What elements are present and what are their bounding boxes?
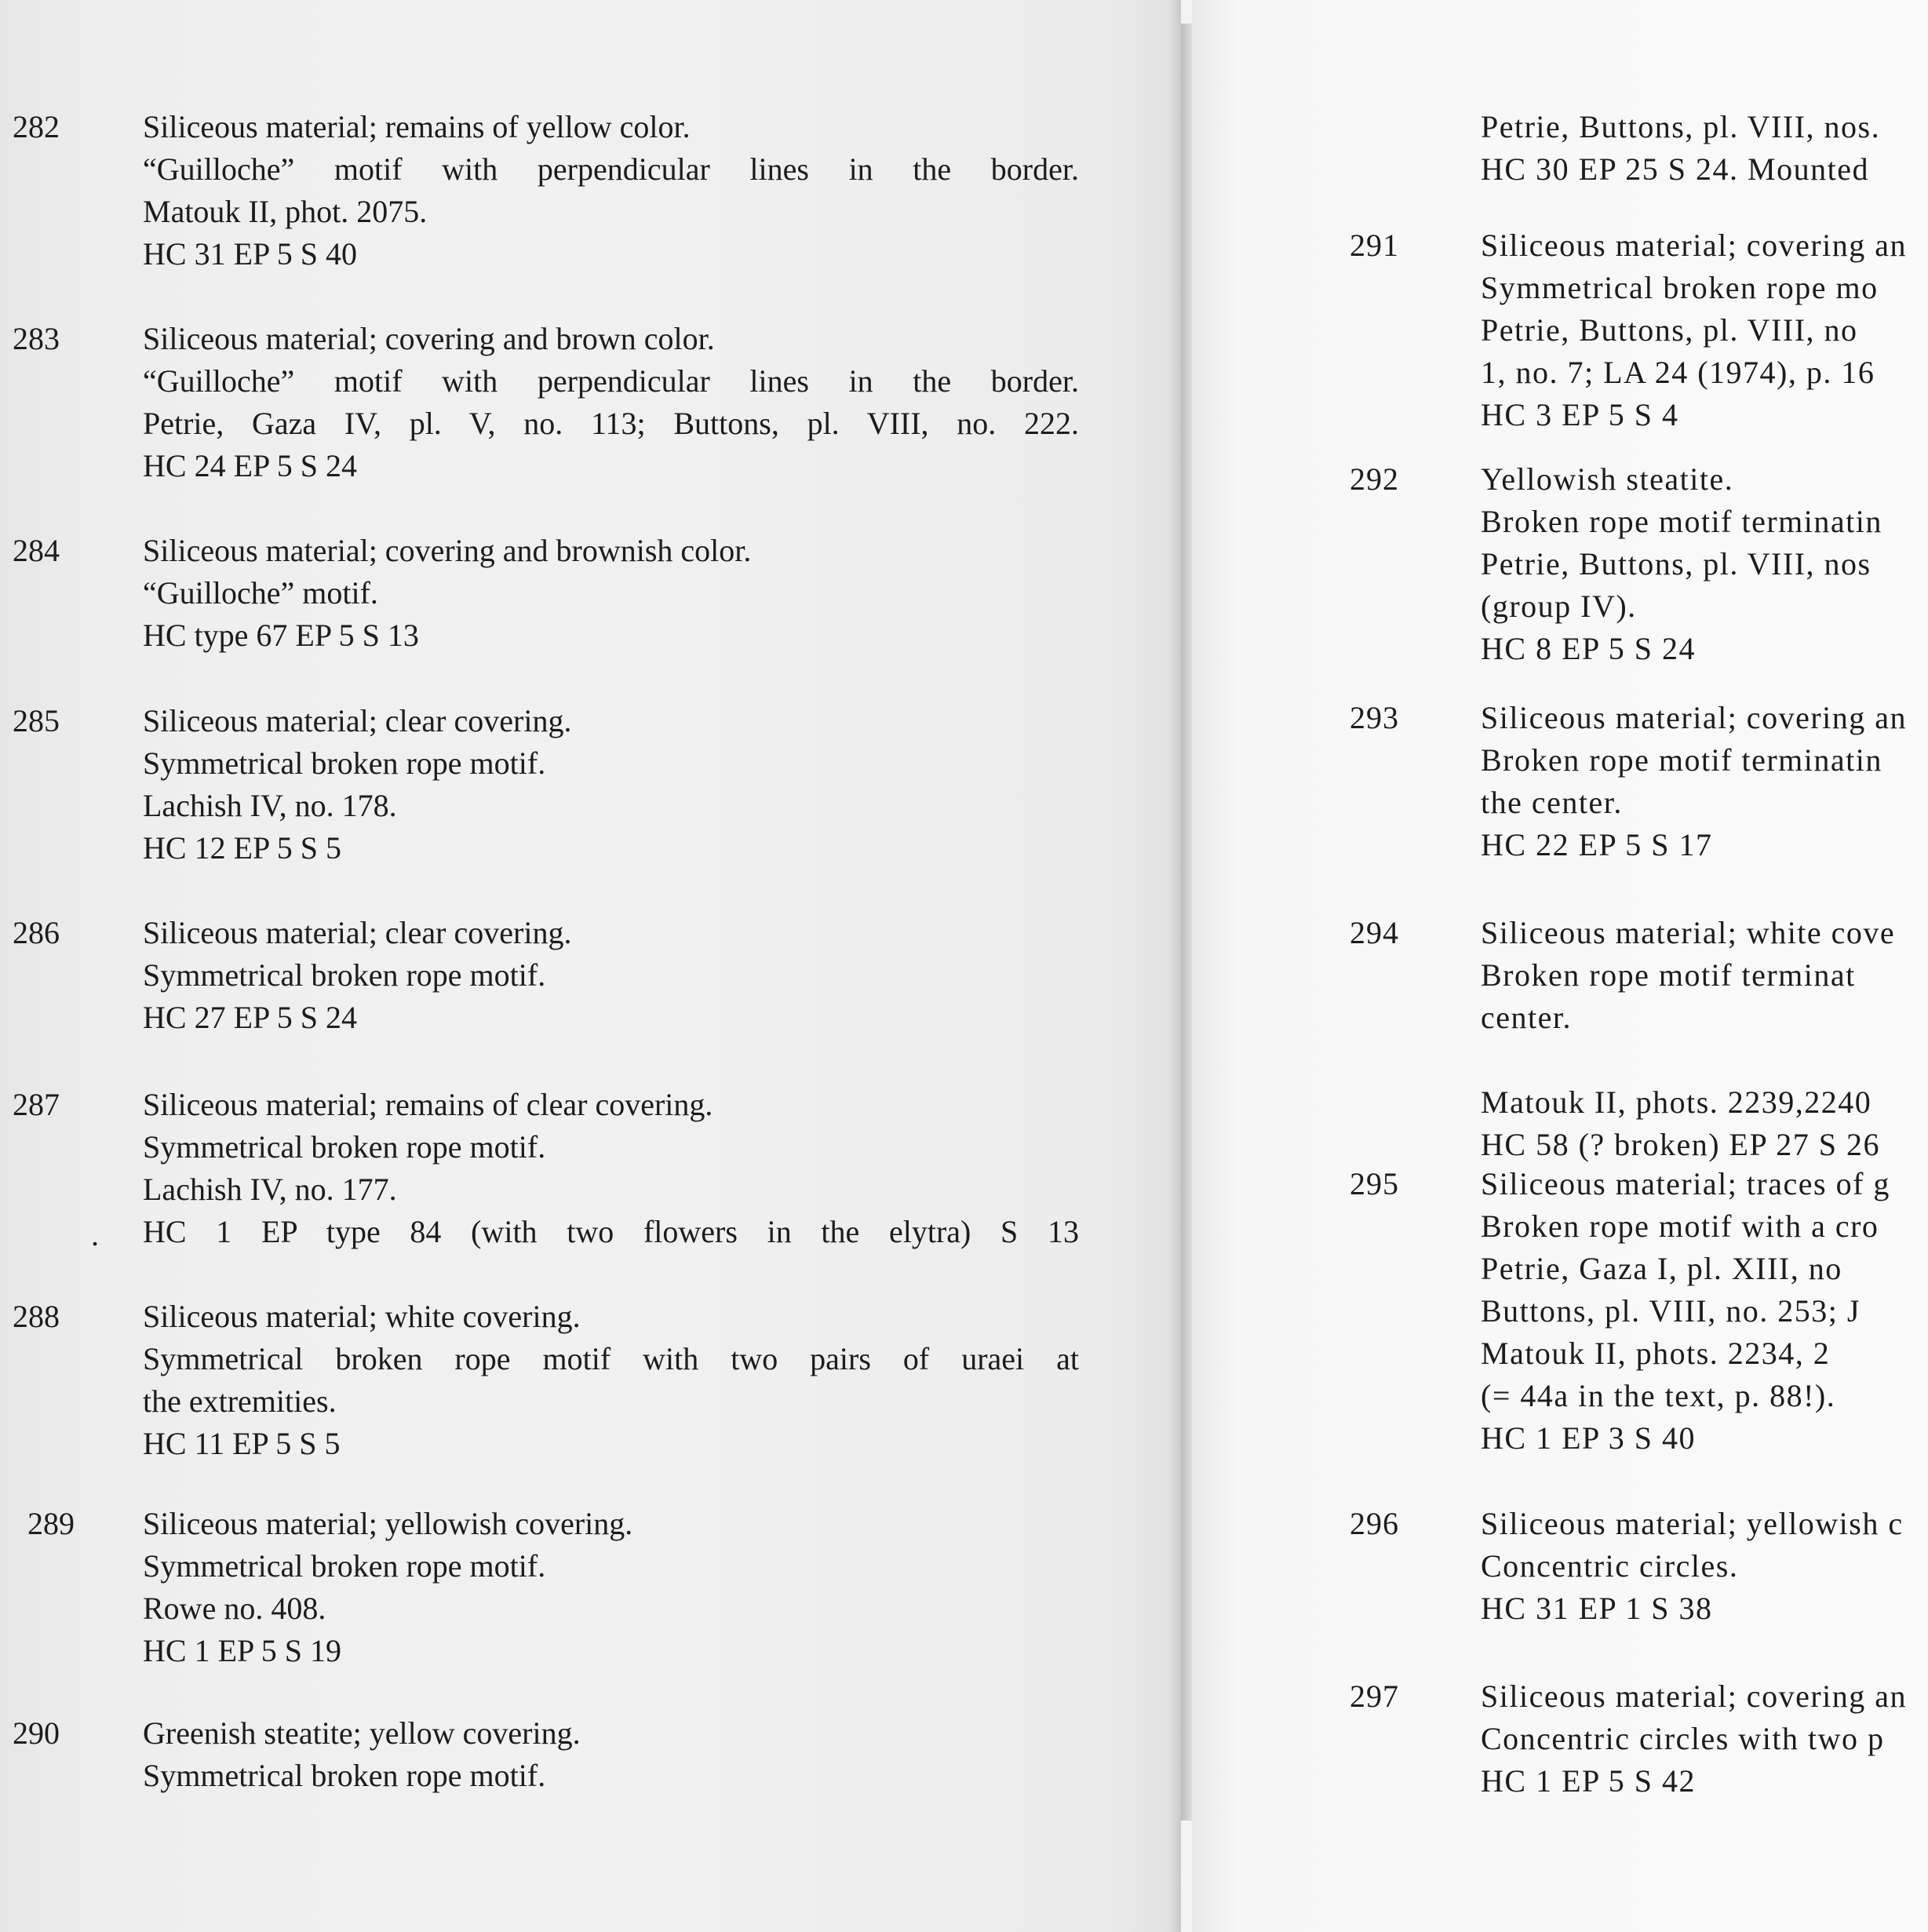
entry-line: Symmetrical broken rope motif. [143, 957, 546, 993]
entry-line: HC 8 EP 5 S 24 [1481, 631, 1697, 666]
entry-description [143, 318, 1079, 487]
entry-line: HC 24 EP 5 S 24 [143, 448, 358, 483]
entry-line: HC 30 EP 25 S 24. Mounted [1481, 151, 1869, 187]
entry-line: Matouk II, phots. 2234, 2 [1481, 1336, 1831, 1371]
entry-line: Siliceous material; traces of g [1481, 1166, 1890, 1201]
entry-line: Matouk II, phots. 2239,2240 [1481, 1084, 1872, 1120]
entry-number: 284 [13, 533, 60, 568]
entry-line: HC 1 EP 3 S 40 [1481, 1420, 1697, 1456]
entry-number: 297 [1350, 1679, 1399, 1714]
entry-line: the center. [1481, 785, 1623, 820]
entry-description [1481, 1503, 1904, 1630]
entry-line: Buttons, pl. VIII, no. 253; J [1481, 1293, 1861, 1329]
entry-line: Yellowish steatite. [1481, 461, 1734, 497]
entry-line: Broken rope motif terminat [1481, 957, 1856, 993]
entry-line: Greenish steatite; yellow covering. [143, 1715, 581, 1751]
book-gutter [1181, 24, 1192, 1821]
entry-description [1481, 1163, 1890, 1460]
entry-description [143, 700, 1079, 869]
entry-line: HC 1 EP 5 S 19 [143, 1633, 342, 1668]
entry-line: Rowe no. 408. [143, 1591, 326, 1626]
entry-number: 294 [1350, 915, 1399, 950]
entry-number: 288 [13, 1299, 60, 1334]
entry-line: Siliceous material; covering and brownish color. [143, 533, 752, 568]
entry-line: (= 44a in the text, p. 88!). [1481, 1378, 1836, 1413]
entry-line: HC 1 EP 5 S 42 [1481, 1763, 1697, 1799]
entry-line: Symmetrical broken rope motif with two pairs of uraei at [143, 1341, 1079, 1376]
entry-line: Symmetrical broken rope motif. [143, 1548, 546, 1584]
entry-line: Lachish IV, no. 178. [143, 788, 397, 823]
entry-line: Broken rope motif terminatin [1481, 504, 1882, 539]
entry-line: “Guilloche” motif with perpendicular lines in the border. [143, 363, 1079, 399]
entry-number: 283 [13, 321, 60, 356]
entry-number: 290 [13, 1715, 60, 1751]
entry-line: Siliceous material; white covering. [143, 1299, 581, 1334]
entry-number: 282 [13, 109, 60, 144]
entry-line: HC 58 (? broken) EP 27 S 26 [1481, 1127, 1880, 1162]
entry-description [1481, 458, 1882, 670]
entry-line: Symmetrical broken rope motif. [143, 1758, 546, 1793]
entry-number: 295 [1350, 1166, 1399, 1201]
entry-line: Siliceous material; yellowish c [1481, 1506, 1904, 1541]
entry-number: 293 [1350, 700, 1399, 735]
entry-description [1481, 1675, 1907, 1803]
entry-description [143, 1712, 1079, 1797]
entry-number: 291 [1350, 228, 1399, 263]
entry-line: Symmetrical broken rope motif. [143, 1129, 546, 1165]
entry-line: Siliceous material; clear covering. [143, 703, 572, 738]
entry-line: Concentric circles with two p [1481, 1721, 1885, 1756]
entry-line: Petrie, Gaza IV, pl. V, no. 113; Buttons, pl. VIII, no. 222. [143, 406, 1079, 441]
entry-line: Concentric circles. [1481, 1548, 1739, 1584]
entry-line: HC 27 EP 5 S 24 [143, 1000, 358, 1035]
entry-line: Siliceous material; covering an [1481, 1679, 1908, 1714]
entry-line: Lachish IV, no. 177. [143, 1172, 397, 1207]
entry-line: HC 31 EP 1 S 38 [1481, 1591, 1713, 1626]
entry-line: HC 3 EP 5 S 4 [1481, 397, 1679, 432]
entry-line: Siliceous material; covering and brown color. [143, 321, 715, 356]
entry-line: HC 11 EP 5 S 5 [143, 1426, 341, 1461]
entry-line: HC type 67 EP 5 S 13 [143, 618, 419, 653]
entry-number: 285 [13, 703, 60, 738]
entry-line: 1, no. 7; LA 24 (1974), p. 16 [1481, 355, 1875, 390]
entry-description [143, 1296, 1079, 1465]
entry-line: Siliceous material; white cove [1481, 915, 1896, 950]
entry-line: Petrie, Gaza I, pl. XIII, no [1481, 1251, 1842, 1286]
entry-line: Siliceous material; remains of yellow color. [143, 109, 691, 144]
entry-number: 289 [27, 1506, 75, 1541]
stray-mark: . [91, 1217, 99, 1252]
entry-line: “Guilloche” motif with perpendicular lines in the border. [143, 151, 1079, 187]
entry-line: the extremities. [143, 1383, 337, 1419]
entry-description [1481, 912, 1895, 1166]
entry-number: 296 [1350, 1506, 1399, 1541]
entry-line: Symmetrical broken rope motif. [143, 745, 546, 781]
entry-line: “Guilloche” motif. [143, 575, 378, 611]
entry-line: Siliceous material; remains of clear covering. [143, 1087, 713, 1122]
entry-description [143, 1084, 1079, 1253]
entry-description [1481, 106, 1880, 191]
entry-number: 287 [13, 1087, 60, 1122]
entry-line: Siliceous material; clear covering. [143, 915, 572, 950]
entry-line: Matouk II, phot. 2075. [143, 194, 428, 229]
entry-description [143, 530, 1079, 657]
entry-line: HC 31 EP 5 S 40 [143, 236, 358, 272]
entry-line: center. [1481, 1000, 1572, 1035]
right-page [1192, 0, 1928, 1932]
entry-line: Broken rope motif with a cro [1481, 1208, 1879, 1244]
entry-line: Petrie, Buttons, pl. VIII, nos [1481, 546, 1872, 581]
entry-line: HC 1 EP type 84 (with two flowers in the elytra) S 13 [143, 1214, 1079, 1249]
entry-description [1481, 224, 1907, 436]
entry-line: Petrie, Buttons, pl. VIII, no [1481, 312, 1858, 348]
entry-description [1481, 697, 1907, 866]
entry-number: 286 [13, 915, 60, 950]
entry-line: Siliceous material; yellowish covering. [143, 1506, 633, 1541]
entry-line: HC 22 EP 5 S 17 [1481, 827, 1713, 862]
entry-line: Siliceous material; covering an [1481, 228, 1908, 263]
entry-line: (group IV). [1481, 589, 1637, 624]
entry-line: Symmetrical broken rope mo [1481, 270, 1879, 305]
entry-number: 292 [1350, 461, 1399, 497]
entry-line: HC 12 EP 5 S 5 [143, 830, 342, 866]
entry-line: Broken rope motif terminatin [1481, 742, 1882, 778]
entry-line: Petrie, Buttons, pl. VIII, nos. [1481, 109, 1881, 144]
entry-description [143, 1503, 1079, 1672]
entry-description [143, 106, 1079, 275]
entry-line: Siliceous material; covering an [1481, 700, 1908, 735]
entry-description [143, 912, 1079, 1039]
